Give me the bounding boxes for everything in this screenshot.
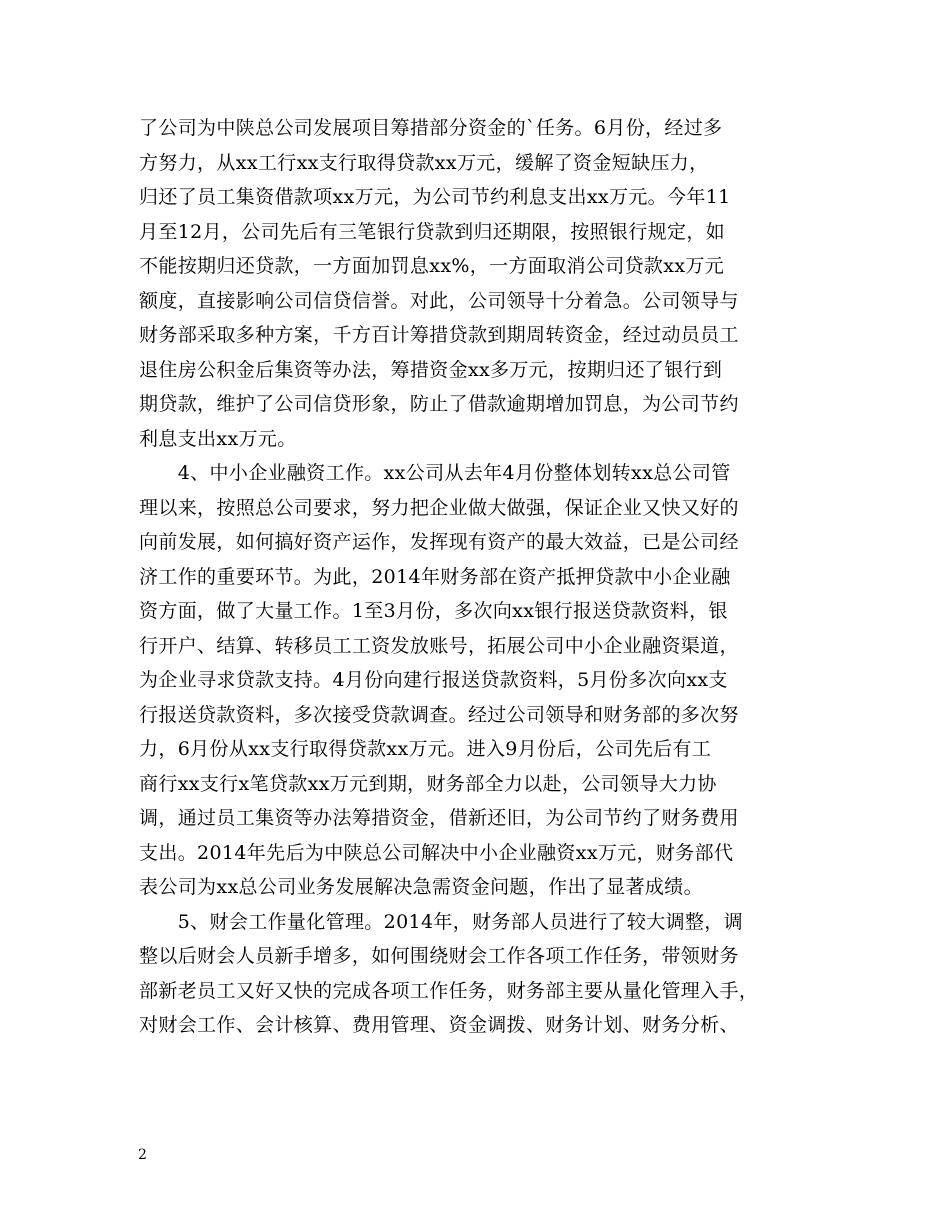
text-line: 行报送贷款资料，多次接受贷款调查。经过公司领导和财务部的多次努 <box>139 703 739 726</box>
text-line: 商行xx支行x笔贷款xx万元到期，财务部全力以赴，公司领导大力协 <box>139 772 717 795</box>
text-line: 表公司为xx总公司业务发展解决急需资金问题，作出了显著成绩。 <box>139 876 703 898</box>
text-line: 期贷款，维护了公司信贷形象，防止了借款逾期增加罚息，为公司节约 <box>139 393 739 415</box>
text-line: 理以来，按照总公司要求，努力把企业做大做强，保证企业又快又好的 <box>139 496 739 519</box>
text-line: 财务部采取多种方案，千方百计筹措贷款到期周转资金，经过动员员工 <box>139 324 739 346</box>
text-line: 方努力，从xx工行xx支行取得贷款xx万元，缓解了资金短缺压力， <box>139 151 709 174</box>
text-line: 额度，直接影响公司信贷信誉。对此，公司领导十分着急。公司领导与 <box>139 289 739 312</box>
text-line: 归还了员工集资借款项xx万元，为公司节约利息支出xx万元。今年11 <box>139 186 731 208</box>
text-line: 退住房公积金后集资等办法，筹措资金xx多万元，按期归还了银行到 <box>139 358 723 381</box>
text-line: 了公司为中陕总公司发展项目筹措部分资金的`任务。6月份，经过多 <box>139 117 723 139</box>
page-number: 2 <box>138 1147 147 1163</box>
text-line: 月至12月，公司先后有三笔银行贷款到归还期限，按照银行规定，如 <box>139 220 726 243</box>
text-line: 利息支出xx万元。 <box>139 427 297 450</box>
text-line: 不能按期归还贷款，一方面加罚息xx%，一方面取消公司贷款xx万元 <box>139 255 725 277</box>
text-line: 整以后财会人员新手增多，如何围绕财会工作各项工作任务，带领财务 <box>139 945 739 967</box>
text-line: 济工作的重要环节。为此，2014年财务部在资产抵押贷款中小企业融 <box>139 565 731 588</box>
text-line: 4、中小企业融资工作。xx公司从去年4月份整体划转xx总公司管 <box>139 462 731 484</box>
text-line: 为企业寻求贷款支持。4月份向建行报送贷款资料，5月份多次向xx支 <box>139 669 728 691</box>
text-line: 行开户、结算、转移员工工资发放账号，拓展公司中小企业融资渠道， <box>139 634 739 657</box>
text-line: 部新老员工又好又快的完成各项工作任务，财务部主要从量化管理入手， <box>139 979 759 1002</box>
text-line: 支出。2014年先后为中陕总公司解决中小企业融资xx万元，财务部代 <box>139 841 734 864</box>
text-line: 5、财会工作量化管理。2014年，财务部人员进行了较大调整，调 <box>139 910 743 933</box>
body-text <box>139 111 829 1043</box>
text-line: 资方面，做了大量工作。1至3月份，多次向xx银行报送贷款资料，银 <box>139 600 728 622</box>
text-line: 向前发展，如何搞好资产运作，发挥现有资产的最大效益，已是公司经 <box>139 531 739 553</box>
text-line: 调，通过员工集资等办法筹措资金，借新还旧，为公司节约了财务费用 <box>139 807 739 829</box>
text-line: 力，6月份从xx支行取得贷款xx万元。进入9月份后，公司先后有工 <box>139 738 712 760</box>
text-line: 对财会工作、会计核算、费用管理、资金调拨、财务计划、财务分析、 <box>139 1014 739 1036</box>
